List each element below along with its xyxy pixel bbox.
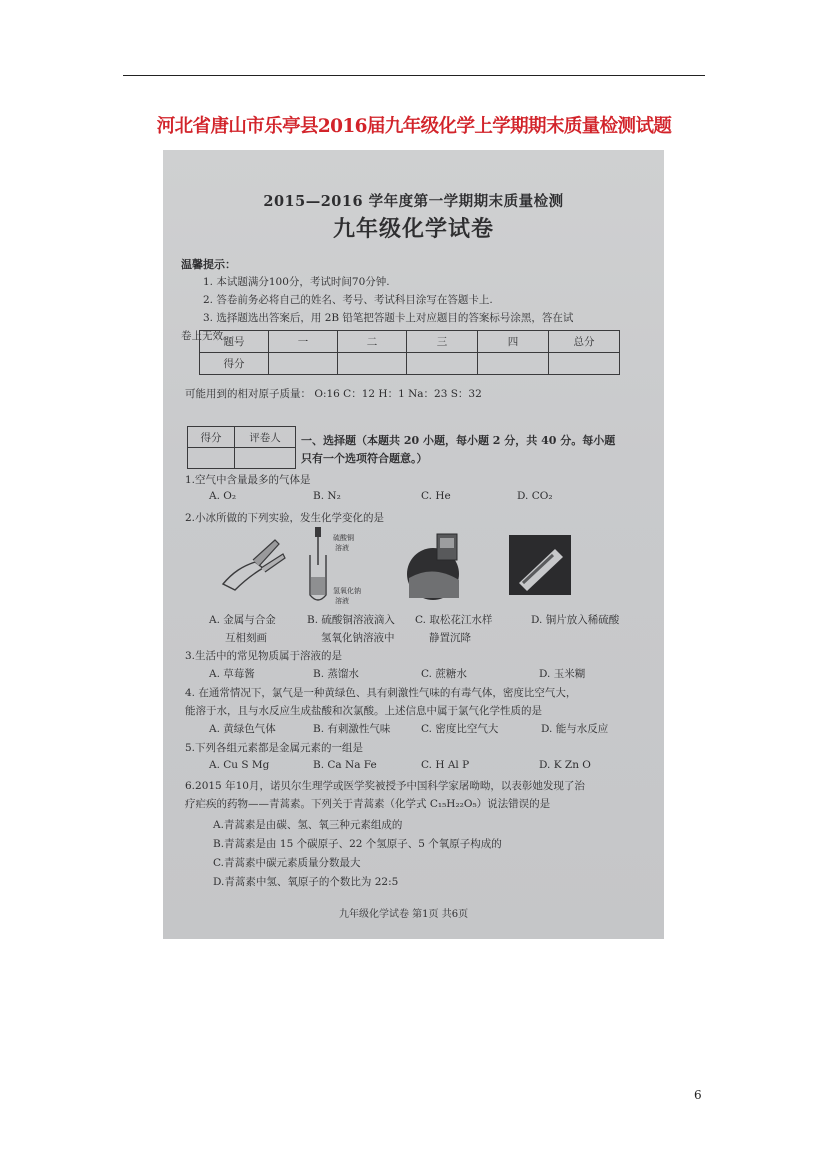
- q2-option-b-cont: 氢氧化钠溶液中: [321, 632, 395, 644]
- exam-page-footer: 九年级化学试卷 第1页 共6页: [339, 909, 469, 920]
- grader-cell: [188, 448, 235, 469]
- reminder-title: 温馨提示：: [181, 258, 236, 271]
- q6-option-d: D.青蒿素中氢、氧原子的个数比为 22:5: [213, 876, 399, 888]
- section-1-heading: 一、选择题（本题共 20 小题，每小题 2 分，共 40 分。每小题: [301, 434, 616, 447]
- exam-header: 2015—2016 学年度第一学期期末质量检测: [263, 193, 564, 210]
- q3-option-a: A. 草莓酱: [209, 668, 255, 680]
- score-cell: [269, 353, 338, 375]
- grader-cell: 评卷人: [235, 427, 296, 448]
- score-cell: [407, 353, 478, 375]
- grader-table: [187, 426, 296, 469]
- q1-option-d: D. CO₂: [517, 490, 553, 502]
- figure-label-copper-sulfate: 硫酸铜: [333, 534, 354, 542]
- figure-copper-in-acid: [509, 535, 571, 595]
- q4-line-2: 能溶于水，且与水反应生成盐酸和次氯酸。上述信息中属于氯气化学性质的是: [185, 705, 542, 717]
- q6-option-b: B.青蒿素是由 15 个碳原子、22 个氢原子、5 个氧原子构成的: [213, 838, 502, 850]
- q3-option-d: D. 玉米糊: [539, 668, 586, 680]
- q2-stem: 2.小冰所做的下列实验，发生化学变化的是: [185, 512, 385, 524]
- score-cell: 四: [478, 331, 549, 353]
- figure-test-tube-dropper: [303, 525, 333, 605]
- q1-option-b: B. N₂: [313, 490, 341, 502]
- q4-line-1: 4. 在通常情况下，氯气是一种黄绿色、具有刺激性气味的有毒气体，密度比空气大，: [185, 687, 577, 699]
- score-cell: 二: [338, 331, 407, 353]
- q4-option-b: B. 有刺激性气味: [313, 723, 391, 735]
- reminder-3-cont: 卷上无效。: [181, 330, 234, 342]
- reminder-2: 2. 答卷前务必将自己的姓名、考号、考试科目涂写在答题卡上.: [203, 294, 493, 306]
- q5-option-c: C. H Al P: [421, 759, 470, 771]
- q4-option-c: C. 密度比空气大: [421, 723, 499, 735]
- q1-stem: 1.空气中含量最多的气体是: [185, 474, 311, 486]
- q6-line-1: 6.2015 年10月，诺贝尔生理学或医学奖被授予中国科学家屠呦呦，以表彰她发现了治: [185, 780, 585, 792]
- q2-option-c-cont: 静置沉降: [429, 632, 471, 644]
- score-table: [199, 330, 620, 375]
- q5-option-b: B. Ca Na Fe: [313, 759, 377, 771]
- score-cell: 总分: [549, 331, 620, 353]
- score-cell: 题号: [200, 331, 269, 353]
- figure-label-solution-1: 溶液: [335, 544, 349, 552]
- q2-option-b: B. 硫酸铜溶液滴入: [307, 614, 395, 626]
- q2-option-c: C. 取松花江水样: [415, 614, 493, 626]
- figure-beaker-water-sample: [403, 528, 467, 602]
- score-cell: [478, 353, 549, 375]
- figure-hand-scratching-metal: [213, 532, 293, 594]
- q4-option-d: D. 能与水反应: [541, 723, 609, 735]
- score-cell: 一: [269, 331, 338, 353]
- top-rule: [123, 75, 705, 76]
- figure-label-sodium-hydroxide: 氢氧化钠: [333, 587, 361, 595]
- document-title: 河北省唐山市乐亭县2016届九年级化学上学期期末质量检测试题: [156, 116, 672, 137]
- q1-option-c: C. He: [421, 490, 451, 502]
- q6-line-2: 疗疟疾的药物——青蒿素。下列关于青蒿素（化学式 C₁₅H₂₂O₅）说法错误的是: [185, 798, 551, 810]
- reminder-1: 1. 本试题满分100分，考试时间70分钟.: [203, 276, 390, 288]
- score-cell: 得分: [200, 353, 269, 375]
- figure-label-solution-2: 溶液: [335, 597, 349, 605]
- grader-cell: 得分: [188, 427, 235, 448]
- q3-option-c: C. 蔗糖水: [421, 668, 467, 680]
- q4-option-a: A. 黄绿色气体: [209, 723, 276, 735]
- q2-option-a-cont: 互相刻画: [225, 632, 267, 644]
- grader-cell: [235, 448, 296, 469]
- reminder-3: 3. 选择题选出答案后，用 2B 铅笔把答题卡上对应题目的答案标号涂黑，答在试: [203, 312, 574, 324]
- q5-option-a: A. Cu S Mg: [209, 759, 270, 771]
- section-1-heading-cont: 只有一个选项符合题意。）: [301, 452, 428, 465]
- q1-option-a: A. O₂: [209, 490, 237, 502]
- score-cell: 三: [407, 331, 478, 353]
- page-number: 6: [694, 1088, 702, 1102]
- q3-option-b: B. 蒸馏水: [313, 668, 359, 680]
- scanned-exam-page: [163, 150, 664, 939]
- q3-stem: 3.生活中的常见物质属于溶液的是: [185, 650, 343, 662]
- score-cell: [338, 353, 407, 375]
- q6-option-c: C.青蒿素中碳元素质量分数最大: [213, 857, 361, 869]
- q2-option-d: D. 铜片放入稀硫酸: [531, 614, 620, 626]
- q6-option-a: A.青蒿素是由碳、氢、氧三种元素组成的: [213, 819, 403, 831]
- q5-stem: 5.下列各组元素都是金属元素的一组是: [185, 742, 364, 754]
- q5-option-d: D. K Zn O: [539, 759, 591, 771]
- q2-option-a: A. 金属与合金: [209, 614, 276, 626]
- atomic-masses: 可能用到的相对原子质量： O:16 C：12 H：1 Na：23 S：32: [185, 388, 482, 400]
- exam-title: 九年级化学试卷: [332, 216, 494, 242]
- score-cell: [549, 353, 620, 375]
